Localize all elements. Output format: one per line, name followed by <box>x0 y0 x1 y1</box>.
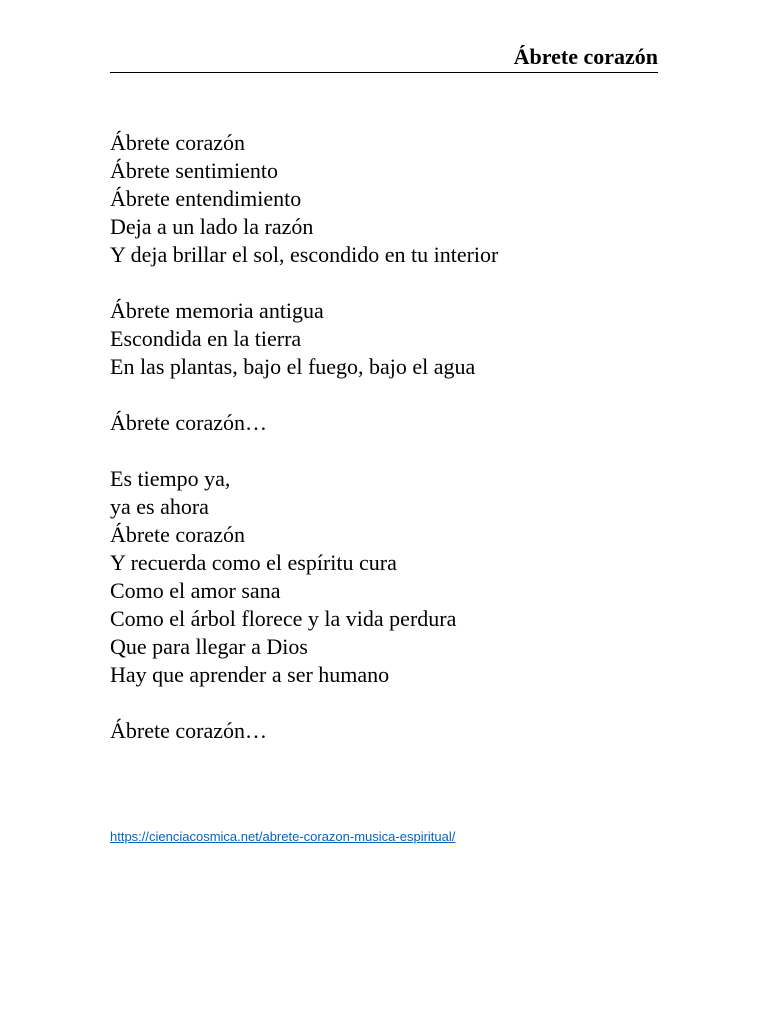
lyric-line: Escondida en la tierra <box>110 326 302 351</box>
lyric-line: Hay que aprender a ser humano <box>110 662 390 687</box>
source-link[interactable]: https://cienciacosmica.net/abrete-corazon-musica-espiritual/ <box>110 829 456 844</box>
lyric-line: Ábrete corazón <box>110 130 245 155</box>
header-divider <box>110 72 658 73</box>
stanza-1 <box>110 129 670 269</box>
lyric-line: Ábrete corazón <box>110 522 245 547</box>
stanza-2 <box>110 297 670 381</box>
lyric-line: ya es ahora <box>110 494 209 519</box>
lyric-line: Ábrete entendimiento <box>110 186 302 211</box>
stanza-3 <box>110 409 670 437</box>
stanza-4 <box>110 465 670 689</box>
lyrics-body <box>110 129 670 773</box>
lyric-line: Como el árbol florece y la vida perdura <box>110 606 457 631</box>
stanza-5 <box>110 717 670 745</box>
lyric-line: Ábrete memoria antigua <box>110 298 324 323</box>
lyric-line: Y deja brillar el sol, escondido en tu interior <box>110 242 499 267</box>
lyric-line: Que para llegar a Dios <box>110 634 308 659</box>
lyric-line: Como el amor sana <box>110 578 281 603</box>
lyric-line: Ábrete corazón… <box>110 718 267 743</box>
lyric-line: Ábrete sentimiento <box>110 158 279 183</box>
page-title: Ábrete corazón <box>513 44 658 69</box>
lyric-line: Es tiempo ya, <box>110 466 231 491</box>
lyric-line: En las plantas, bajo el fuego, bajo el agua <box>110 354 476 379</box>
lyric-line: Y recuerda como el espíritu cura <box>110 550 397 575</box>
lyric-line: Deja a un lado la razón <box>110 214 314 239</box>
lyric-line: Ábrete corazón… <box>110 410 267 435</box>
